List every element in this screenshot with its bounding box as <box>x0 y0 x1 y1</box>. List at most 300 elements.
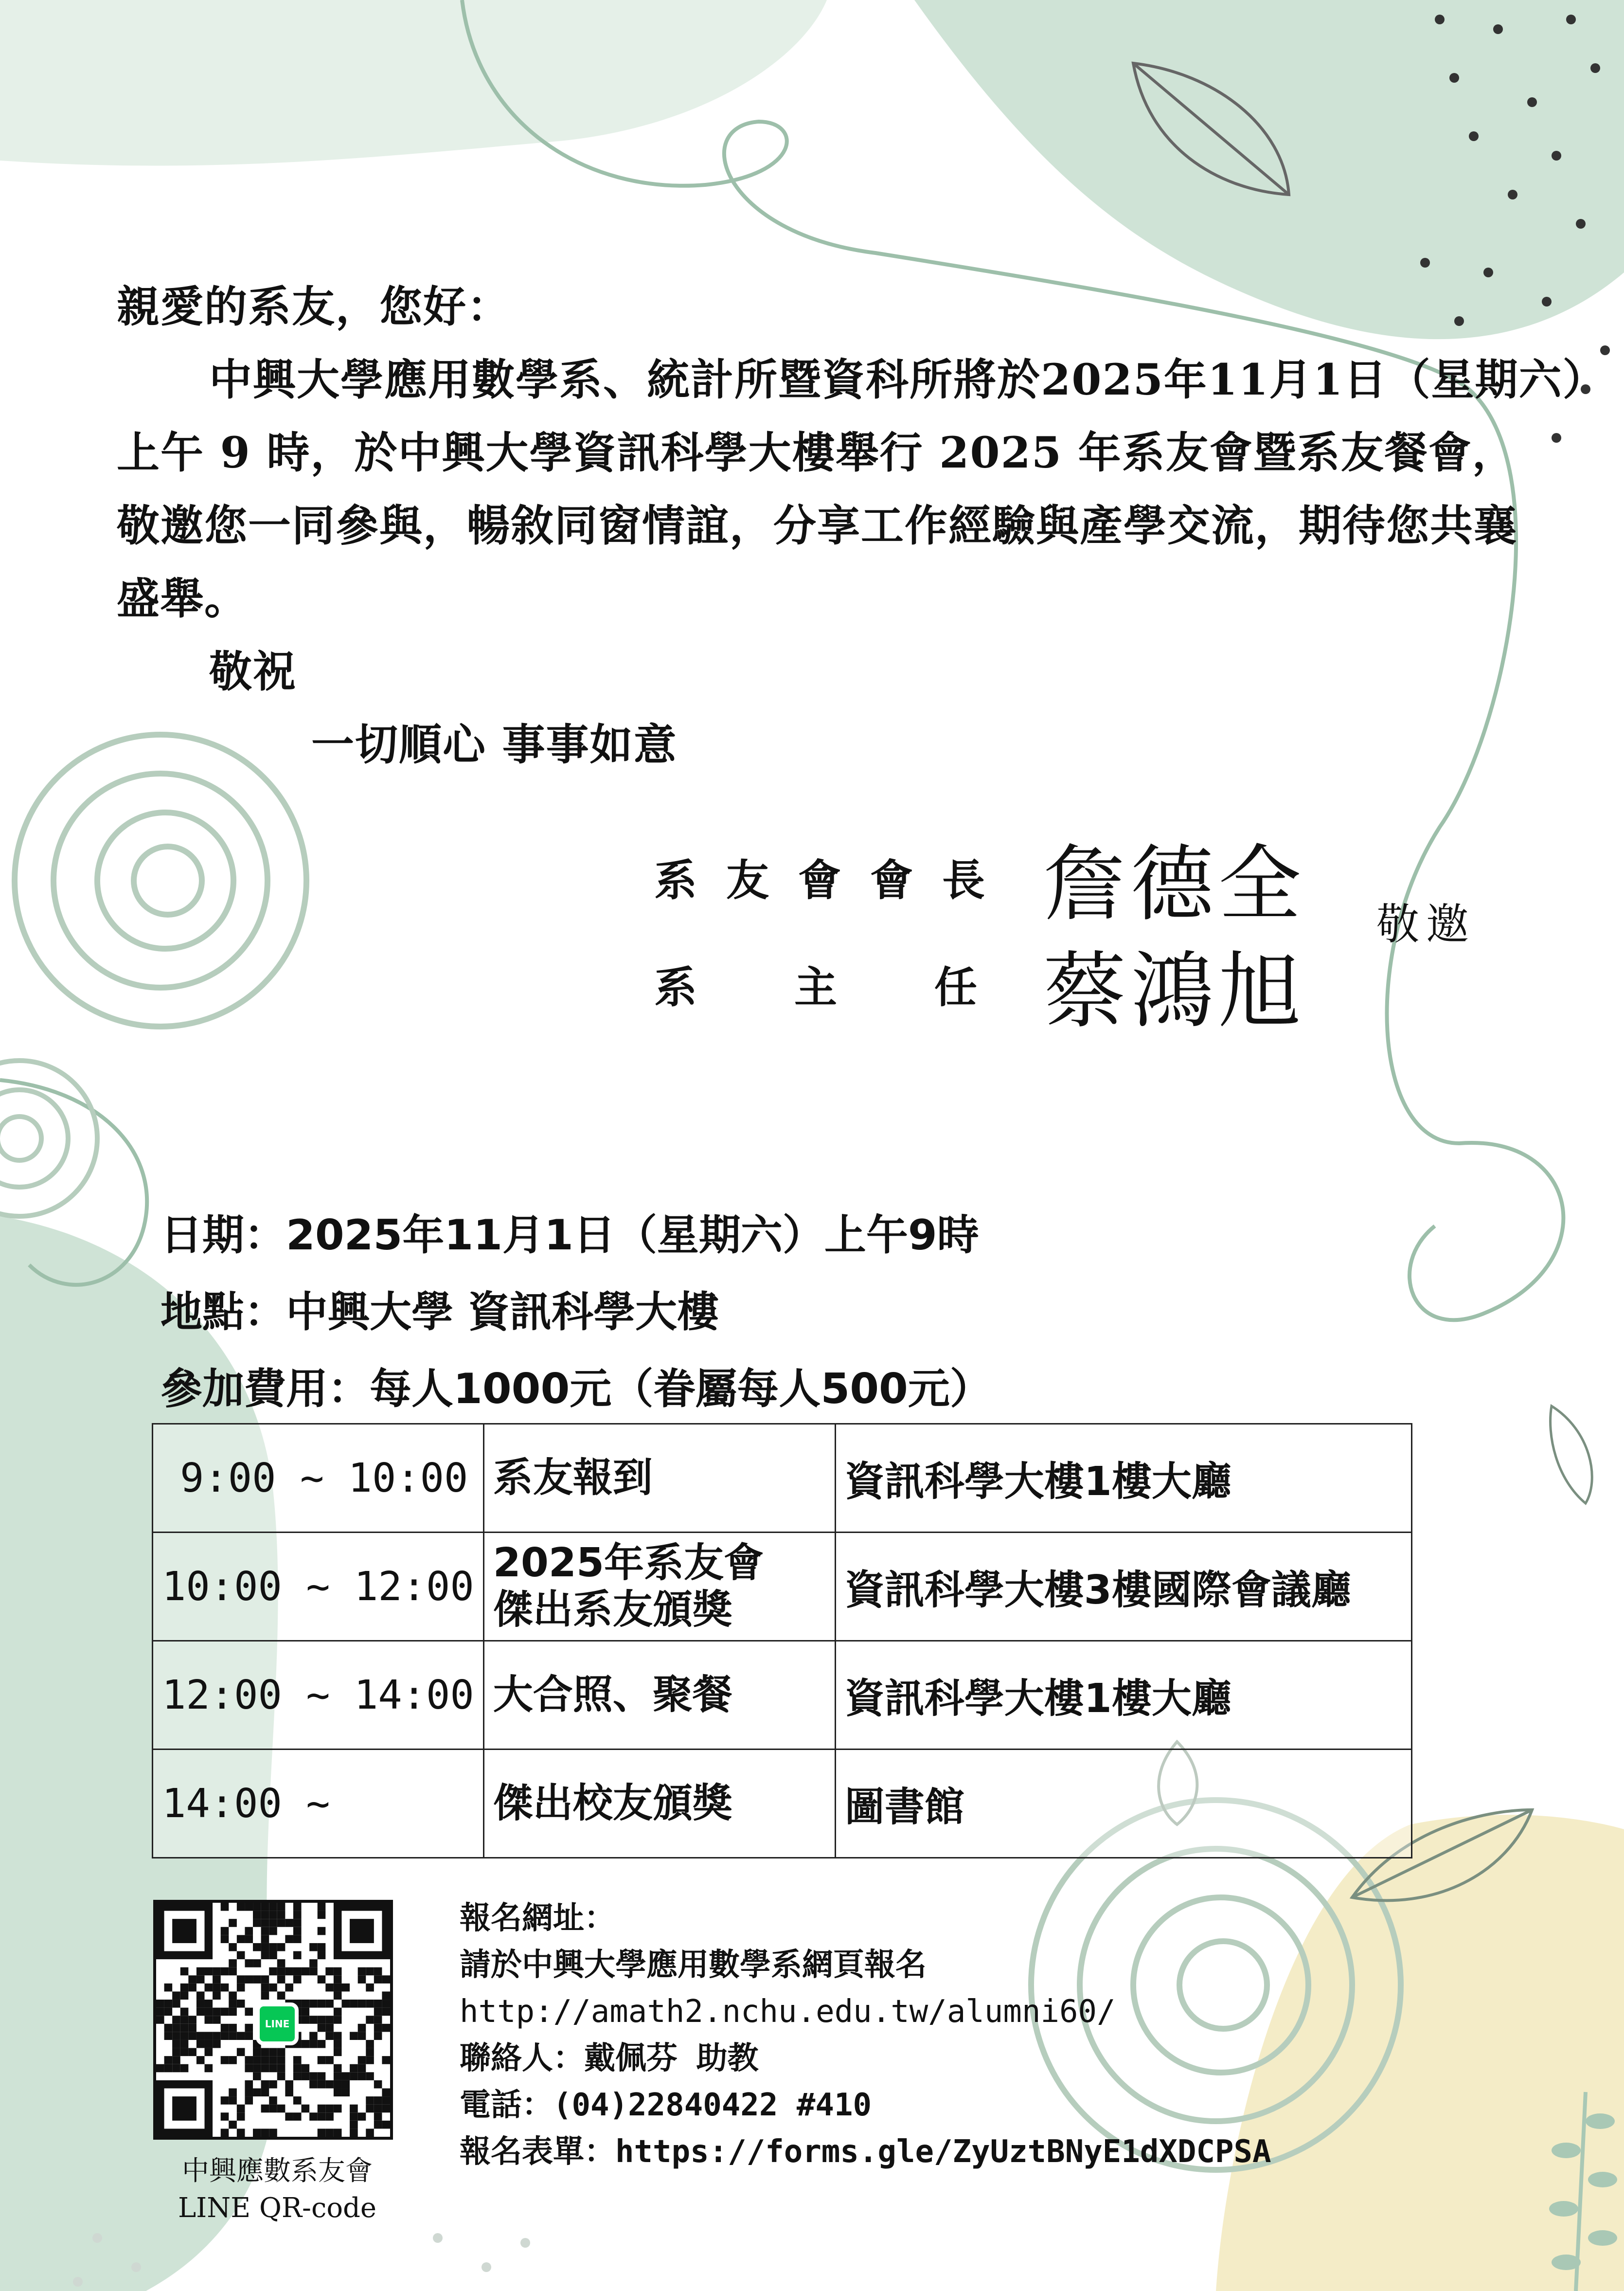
qr-module <box>205 2064 213 2073</box>
qr-module <box>237 2112 245 2121</box>
qr-module <box>164 2024 173 2032</box>
qr-module <box>277 1911 286 1919</box>
qr-module <box>358 1967 366 1976</box>
qr-module <box>245 2064 253 2073</box>
letter-body-line-3: 敬邀您一同參與，暢敘同窗情誼，分享工作經驗與產學交流，期待您共襄 <box>117 500 1518 551</box>
qr-module <box>366 2040 374 2048</box>
qr-module <box>237 2129 245 2137</box>
qr-module <box>366 1984 374 1992</box>
qr-module <box>318 1911 326 1919</box>
qr-module <box>325 2000 334 2008</box>
qr-module <box>180 2024 189 2032</box>
qr-module <box>172 2064 180 2073</box>
qr-module <box>341 1984 350 1992</box>
qr-module <box>188 1984 196 1992</box>
qr-module <box>261 2080 269 2089</box>
qr-module <box>269 2080 277 2089</box>
qr-module <box>334 1991 342 2000</box>
qr-module <box>172 1991 180 2000</box>
qr-module <box>318 1927 326 1935</box>
qr-module <box>374 2112 382 2121</box>
qr-module <box>334 2129 342 2137</box>
qr-module <box>253 1919 261 1927</box>
qr-module <box>350 2032 358 2040</box>
qr-module <box>325 1967 334 1976</box>
qr-module <box>374 2008 382 2016</box>
qr-module <box>334 2040 342 2048</box>
qr-module <box>325 1984 334 1992</box>
qr-module <box>341 2088 350 2096</box>
qr-module <box>237 2000 245 2008</box>
qr-module <box>253 1903 261 1911</box>
qr-module <box>341 2080 350 2089</box>
qr-module <box>172 2024 180 2032</box>
qr-module <box>293 2056 302 2064</box>
letter-body-line-4: 盛舉。 <box>117 573 249 624</box>
qr-module <box>382 2056 390 2064</box>
qr-module <box>213 1975 221 1984</box>
line-logo-icon <box>256 2002 299 2045</box>
qr-module <box>374 2024 382 2032</box>
qr-module <box>341 2072 350 2080</box>
qr-module <box>245 2008 253 2016</box>
qr-module <box>229 2088 237 2096</box>
schedule-event-line: 傑出校友頒獎 <box>493 1780 732 1826</box>
qr-module <box>293 1935 302 1943</box>
qr-module <box>205 2040 213 2048</box>
signature-row-chair <box>654 924 1306 1044</box>
qr-module <box>156 2000 164 2008</box>
qr-module <box>205 2048 213 2056</box>
qr-module <box>318 2080 326 2089</box>
invitation-letter <box>117 270 1606 781</box>
qr-module <box>253 2056 261 2064</box>
qr-module <box>334 2048 342 2056</box>
qr-caption-line-2: LINE QR-code <box>178 2192 377 2224</box>
schedule-table <box>152 1423 1412 1858</box>
qr-module <box>269 1943 277 1951</box>
qr-module <box>309 1967 318 1976</box>
qr-module <box>245 2032 253 2040</box>
qr-module <box>318 2112 326 2121</box>
qr-module <box>277 2064 286 2073</box>
schedule-location: 圖書館 <box>835 1750 1411 1858</box>
qr-module <box>285 2088 293 2096</box>
qr-module <box>229 2096 237 2105</box>
qr-module <box>237 2105 245 2113</box>
qr-module <box>318 2129 326 2137</box>
qr-module <box>366 2072 374 2080</box>
qr-module <box>302 2040 310 2048</box>
qr-module <box>358 2072 366 2080</box>
qr-module <box>213 2040 221 2048</box>
qr-module <box>334 2072 342 2080</box>
qr-module <box>269 1967 277 1976</box>
qr-module <box>382 2008 390 2016</box>
qr-module <box>358 2000 366 2008</box>
qr-module <box>277 1919 286 1927</box>
qr-module <box>180 2032 189 2040</box>
qr-module <box>213 2008 221 2016</box>
qr-module <box>325 2105 334 2113</box>
qr-module <box>261 2105 269 2113</box>
qr-module <box>180 2040 189 2048</box>
qr-module <box>382 2105 390 2113</box>
qr-module <box>293 1967 302 1976</box>
qr-module <box>261 1927 269 1935</box>
qr-module <box>318 2105 326 2113</box>
qr-module <box>334 2088 342 2096</box>
qr-module <box>221 2112 229 2121</box>
qr-module <box>334 1984 342 1992</box>
qr-module <box>196 1975 205 1984</box>
qr-module <box>302 2064 310 2073</box>
qr-module <box>172 2032 180 2040</box>
qr-module <box>366 1967 374 1976</box>
qr-module <box>261 1943 269 1951</box>
qr-module <box>309 1959 318 1967</box>
qr-module <box>374 1967 382 1976</box>
qr-module <box>334 2016 342 2024</box>
qr-module <box>277 1943 286 1951</box>
qr-module <box>213 1991 221 2000</box>
qr-module <box>325 2056 334 2064</box>
qr-module <box>269 2048 277 2056</box>
schedule-event <box>483 1641 835 1750</box>
qr-module <box>229 1959 237 1967</box>
qr-module <box>277 1967 286 1976</box>
qr-module <box>309 2080 318 2089</box>
schedule-location: 資訊科學大樓3樓國際會議廳 <box>835 1533 1411 1641</box>
qr-module <box>350 2112 358 2121</box>
qr-module <box>196 1991 205 2000</box>
qr-module <box>196 2000 205 2008</box>
qr-module <box>382 2024 390 2032</box>
qr-module <box>325 2032 334 2040</box>
qr-caption <box>146 2153 409 2227</box>
schedule-row <box>153 1424 1412 1533</box>
qr-module <box>221 1984 229 1992</box>
qr-module <box>277 1959 286 1967</box>
qr-module <box>309 2016 318 2024</box>
qr-module <box>237 1935 245 1943</box>
qr-module <box>245 1903 253 1911</box>
qr-module <box>293 1975 302 1984</box>
qr-module <box>172 2000 180 2008</box>
qr-module <box>172 2040 180 2048</box>
qr-module <box>293 2072 302 2080</box>
qr-module <box>366 2016 374 2024</box>
qr-module <box>293 1951 302 1960</box>
qr-module <box>318 1951 326 1960</box>
greeting: 親愛的系友，您好： <box>117 281 511 332</box>
qr-module <box>269 1951 277 1960</box>
qr-module <box>302 2105 310 2113</box>
qr-module <box>245 2024 253 2032</box>
qr-module <box>245 2096 253 2105</box>
qr-module <box>205 2016 213 2024</box>
qr-module <box>358 2112 366 2121</box>
qr-module <box>382 1991 390 2000</box>
signature-name: 蔡鴻旭 <box>1043 943 1306 1040</box>
qr-module <box>188 1975 196 1984</box>
qr-module <box>318 1903 326 1911</box>
qr-module <box>221 2096 229 2105</box>
qr-module <box>374 2016 382 2024</box>
qr-module <box>196 1967 205 1976</box>
schedule-row <box>153 1533 1412 1641</box>
qr-module <box>358 1975 366 1984</box>
qr-module <box>245 2088 253 2096</box>
qr-module <box>164 2008 173 2016</box>
qr-module <box>334 2080 342 2089</box>
qr-module <box>318 2016 326 2024</box>
qr-module <box>309 1943 318 1951</box>
schedule-time: 12:00 ~ 14:00 <box>153 1641 484 1750</box>
qr-module <box>309 2112 318 2121</box>
qr-module <box>358 2056 366 2064</box>
qr-module <box>156 2008 164 2016</box>
qr-module <box>221 2024 229 2032</box>
qr-module <box>253 2088 261 2096</box>
qr-module <box>180 2048 189 2056</box>
qr-module <box>229 2032 237 2040</box>
registration-form-link[interactable]: 報名表單：https://forms.gle/ZyUztBNyE1dXDCPSA <box>460 2134 1271 2170</box>
qr-module <box>180 2064 189 2073</box>
qr-module <box>213 1984 221 1992</box>
qr-module <box>196 2008 205 2016</box>
qr-module <box>261 1951 269 1960</box>
schedule-time: 10:00 ~ 12:00 <box>153 1533 484 1641</box>
registration-url-link[interactable]: http://amath2.nchu.edu.tw/alumni60/ <box>460 1994 1116 2030</box>
qr-module <box>302 1967 310 1976</box>
qr-module <box>245 1959 253 1967</box>
qr-module <box>196 2040 205 2048</box>
qr-module <box>253 2064 261 2073</box>
qr-module <box>277 2105 286 2113</box>
qr-module <box>293 1919 302 1927</box>
qr-module <box>245 2056 253 2064</box>
schedule-time: 14:00 ~ <box>153 1750 484 1858</box>
qr-module <box>285 1919 293 1927</box>
qr-module <box>269 2105 277 2113</box>
qr-module <box>358 2032 366 2040</box>
qr-module <box>229 1919 237 1927</box>
schedule-row <box>153 1750 1412 1858</box>
event-place: 地點：中興大學 資訊科學大樓 <box>161 1288 719 1336</box>
qr-module <box>374 2105 382 2113</box>
qr-module <box>325 2016 334 2024</box>
qr-module <box>325 2024 334 2032</box>
qr-module <box>180 1984 189 1992</box>
qr-module <box>318 2056 326 2064</box>
qr-module <box>334 2105 342 2113</box>
qr-module <box>229 2008 237 2016</box>
schedule-event-line: 大合照、聚餐 <box>493 1672 732 1718</box>
qr-module <box>261 2129 269 2137</box>
qr-module <box>318 2000 326 2008</box>
qr-module <box>350 2000 358 2008</box>
qr-module <box>302 2072 310 2080</box>
qr-module <box>221 2032 229 2040</box>
qr-module <box>205 2008 213 2016</box>
qr-module <box>164 2064 173 2073</box>
qr-module <box>229 2024 237 2032</box>
signature-name: 詹德全 <box>1043 836 1306 933</box>
qr-module <box>366 2000 374 2008</box>
qr-module <box>325 2129 334 2137</box>
qr-module <box>180 1991 189 2000</box>
qr-module <box>318 1975 326 1984</box>
qr-module <box>293 1911 302 1919</box>
qr-module <box>382 2096 390 2105</box>
invite-word: 敬邀 <box>1376 899 1476 949</box>
qr-module <box>269 2129 277 2137</box>
qr-module <box>277 1903 286 1911</box>
qr-module <box>205 2032 213 2040</box>
qr-module <box>237 2048 245 2056</box>
qr-module <box>205 1984 213 1992</box>
qr-module <box>358 2064 366 2073</box>
qr-module <box>213 2016 221 2024</box>
qr-module <box>293 2096 302 2105</box>
qr-module <box>350 2129 358 2137</box>
qr-module <box>269 1919 277 1927</box>
qr-module <box>253 2072 261 2080</box>
schedule-event-line: 2025年系友會 <box>493 1540 764 1586</box>
qr-module <box>245 2080 253 2089</box>
qr-module <box>237 1984 245 1992</box>
qr-module <box>366 2129 374 2137</box>
qr-module <box>205 1967 213 1976</box>
qr-module <box>293 2112 302 2121</box>
qr-module <box>213 2032 221 2040</box>
qr-module <box>374 2000 382 2008</box>
qr-caption-line-1: 中興應數系友會 <box>182 2155 373 2187</box>
signature-title: 系主任 <box>654 962 1075 1012</box>
schedule-event <box>483 1750 835 1858</box>
qr-module <box>172 2096 196 2121</box>
qr-module <box>325 2112 334 2121</box>
schedule-event-line: 傑出系友頒獎 <box>493 1587 732 1633</box>
line-qr-code[interactable] <box>153 1900 393 2140</box>
qr-module <box>221 2056 229 2064</box>
qr-module <box>302 2016 310 2024</box>
qr-module <box>350 1919 374 1943</box>
qr-module <box>172 2048 180 2056</box>
qr-module <box>366 2048 374 2056</box>
qr-module <box>196 2056 205 2064</box>
qr-module <box>285 2112 293 2121</box>
qr-module <box>269 2056 277 2064</box>
qr-module <box>285 1984 293 1992</box>
qr-module <box>374 2080 382 2089</box>
schedule-location: 資訊科學大樓1樓大廳 <box>835 1424 1411 1533</box>
qr-module <box>261 2056 269 2064</box>
qr-module <box>269 1903 277 1911</box>
qr-module <box>309 2072 318 2080</box>
qr-module <box>180 1967 189 1976</box>
qr-module <box>350 2072 358 2080</box>
qr-module <box>188 2016 196 2024</box>
qr-module <box>318 1943 326 1951</box>
qr-module <box>253 1911 261 1919</box>
qr-module <box>366 2056 374 2064</box>
qr-module <box>382 1975 390 1984</box>
letter-body-line-1: 中興大學應用數學系、統計所暨資科所將於2025年11月1日（星期六） <box>209 354 1606 405</box>
qr-module <box>229 1943 237 1951</box>
qr-module <box>374 2032 382 2040</box>
qr-module <box>221 2008 229 2016</box>
qr-module <box>358 2024 366 2032</box>
qr-module <box>285 1935 293 1943</box>
qr-module <box>285 1967 293 1976</box>
registration-info <box>460 1895 1271 2175</box>
schedule-event <box>483 1424 835 1533</box>
top-left-blob <box>0 0 827 166</box>
qr-module <box>253 2048 261 2056</box>
qr-module <box>350 2105 358 2113</box>
qr-module <box>269 1984 277 1992</box>
qr-module <box>229 2121 237 2129</box>
qr-module <box>382 2088 390 2096</box>
qr-module <box>325 2080 334 2089</box>
leaf-small-right <box>1551 1406 1592 1503</box>
qr-module <box>374 2096 382 2105</box>
schedule-row <box>153 1641 1412 1750</box>
qr-module <box>245 1935 253 1943</box>
registration-instruction: 請於中興大學應用數學系網頁報名 <box>460 1947 927 1983</box>
qr-module <box>196 2032 205 2040</box>
qr-module <box>302 2008 310 2016</box>
qr-module <box>253 1975 261 1984</box>
qr-module <box>237 1975 245 1984</box>
qr-module <box>188 2024 196 2032</box>
event-date: 日期：2025年11月1日（星期六）上午9時 <box>161 1211 979 1260</box>
qr-module <box>366 2105 374 2113</box>
schedule-event-line: 系友報到 <box>493 1455 653 1501</box>
qr-module <box>221 2129 229 2137</box>
qr-module <box>334 1967 342 1976</box>
qr-module <box>318 2040 326 2048</box>
qr-module <box>261 1919 269 1927</box>
qr-module <box>334 2064 342 2073</box>
qr-module <box>309 2000 318 2008</box>
event-fee: 參加費用：每人1000元（眷屬每人500元） <box>161 1365 992 1413</box>
qr-module <box>164 1984 173 1992</box>
qr-module <box>261 1991 269 2000</box>
qr-module <box>350 2064 358 2073</box>
qr-module <box>277 2048 286 2056</box>
qr-module <box>277 2056 286 2064</box>
qr-module <box>172 2016 180 2024</box>
qr-module <box>188 2032 196 2040</box>
qr-module <box>366 2096 374 2105</box>
registration-label: 報名網址： <box>460 1900 615 1936</box>
qr-module <box>341 2000 350 2008</box>
qr-module <box>261 1903 269 1911</box>
qr-module <box>156 2016 164 2024</box>
qr-module <box>221 1927 229 1935</box>
qr-module <box>374 2121 382 2129</box>
qr-module <box>261 1984 269 1992</box>
qr-module <box>309 2032 318 2040</box>
qr-module <box>277 1991 286 2000</box>
qr-module <box>229 2000 237 2008</box>
qr-module <box>382 2000 390 2008</box>
line-logo-text: LINE <box>265 2018 290 2030</box>
event-info <box>161 1197 992 1427</box>
